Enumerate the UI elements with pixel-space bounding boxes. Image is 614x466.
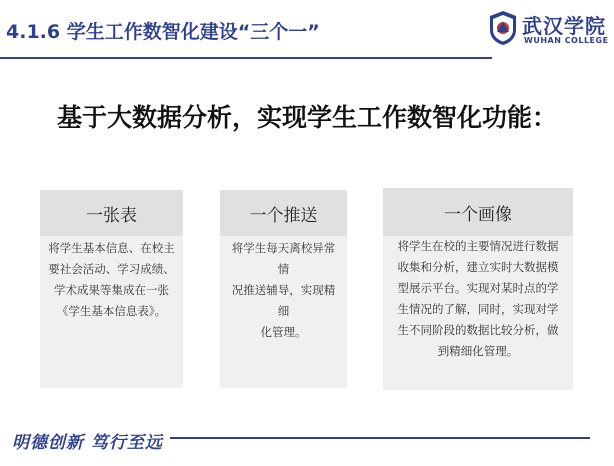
card-line: 学术成果等集成在一张 [54,283,169,297]
card-one-portrait [383,188,573,390]
card-line: 况推送辅导，实现精细 [231,283,336,318]
card-line: 型展示平台。实现对某时点的学 [397,281,559,295]
card-title: 一个推送 [220,190,347,236]
footer-slogan: 明德创新 笃行至远 [12,433,163,453]
card-title: 一张表 [40,190,183,236]
footer-divider [170,437,590,439]
card-line: 化管理。 [260,325,307,339]
card-one-table [40,190,183,388]
card-one-push [220,190,347,388]
college-logo [488,10,608,54]
college-name-en: WUHAN COLLEGE [524,36,609,45]
card-line: 到精细化管理。 [437,344,519,358]
section-title: 4.1.6 学生工作数智化建设“三个一” [6,21,320,43]
card-line: 要社会活动、学习成绩、 [48,262,175,276]
card-title: 一个画像 [383,188,573,236]
card-line: 《学生基本信息表》。 [56,304,167,318]
page-headline: 基于大数据分析，实现学生工作数智化功能： [56,103,557,132]
card-description [383,236,573,362]
card-description [40,238,183,322]
card-line: 将学生在校的主要情况进行数据 [397,239,559,253]
college-emblem-icon [488,10,518,46]
card-description [220,238,347,343]
card-line: 收集和分析，建立实时大数据模 [397,260,559,274]
card-line: 将学生基本信息、在校主 [48,241,175,255]
card-line: 生不同阶段的数据比较分析，做 [397,323,559,337]
header-divider [0,57,492,59]
college-name: 武汉学院 [522,14,606,38]
card-line: 生情况的了解，同时，实现对学 [397,302,559,316]
slide-header [0,0,614,64]
card-line: 将学生每天离校异常情 [231,241,336,276]
